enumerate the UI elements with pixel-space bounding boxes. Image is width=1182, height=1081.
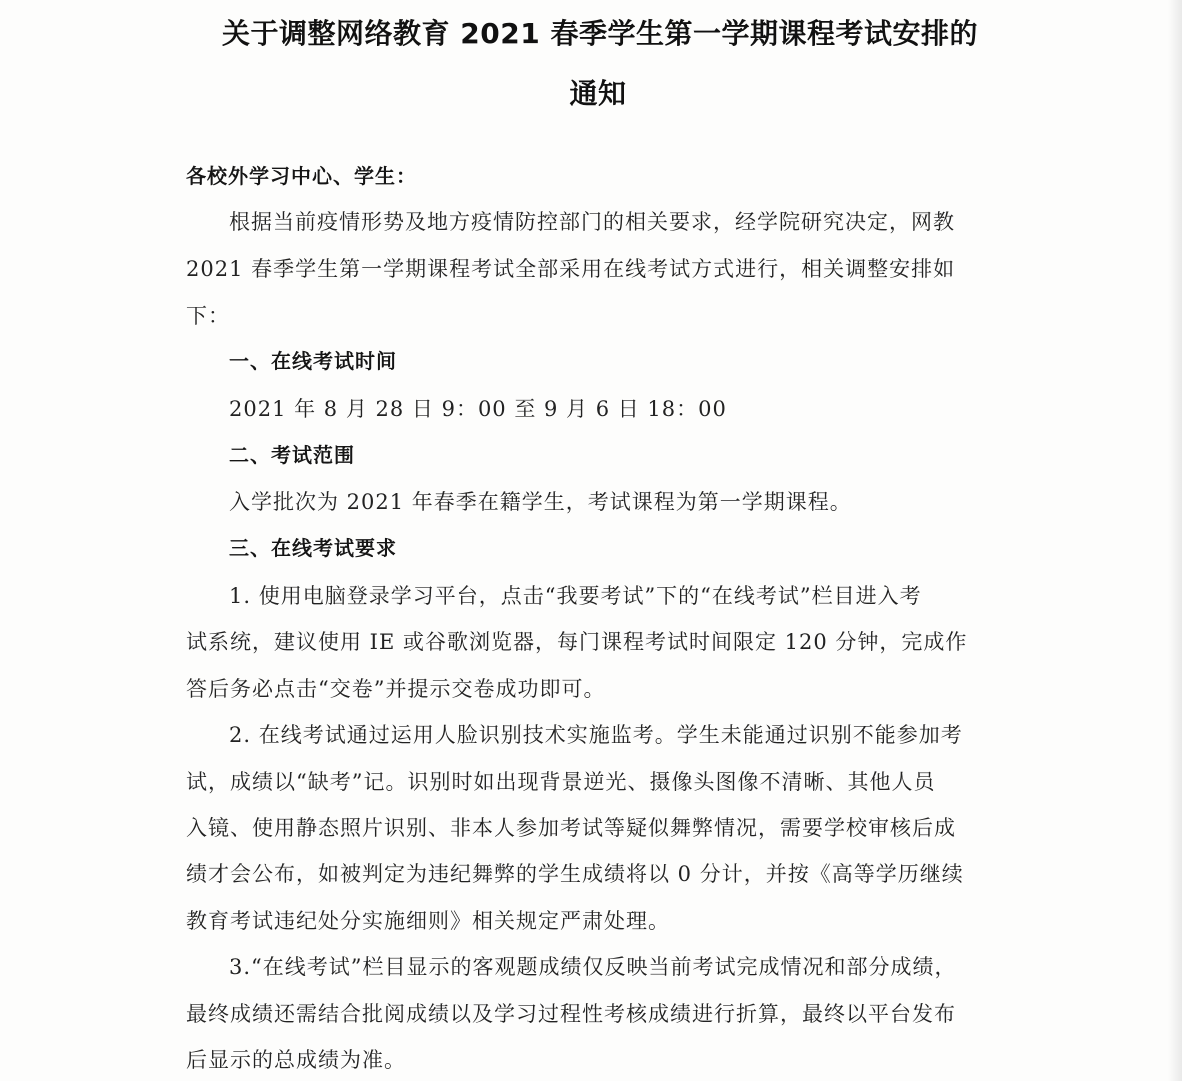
item-3-line-2: 最终成绩还需结合批阅成绩以及学习过程性考核成绩进行折算，最终以平台发布: [186, 1002, 956, 1026]
section-3-heading: 三、在线考试要求: [229, 536, 397, 560]
item-3-line-3: 后显示的总成绩为准。: [186, 1048, 406, 1072]
item-1-line-1: 1. 使用电脑登录学习平台，点击“我要考试”下的“在线考试”栏目进入考: [229, 584, 922, 608]
item-2-line-5: 教育考试违纪处分实施细则》相关规定严肃处理。: [186, 909, 670, 933]
scan-edge: [1168, 0, 1182, 1081]
section-2-content: 入学批次为 2021 年春季在籍学生，考试课程为第一学期课程。: [229, 490, 852, 514]
notice-title-line-2: 通知: [569, 77, 627, 110]
item-2-line-3: 入镜、使用静态照片识别、非本人参加考试等疑似舞弊情况，需要学校审核后成: [186, 816, 956, 840]
item-1-line-2: 试系统，建议使用 IE 或谷歌浏览器，每门课程考试时间限定 120 分钟，完成作: [186, 630, 968, 654]
section-1-heading: 一、在线考试时间: [229, 349, 397, 373]
intro-line-2: 2021 春季学生第一学期课程考试全部采用在线考试方式进行，相关调整安排如: [186, 257, 956, 281]
item-2-line-2: 试，成绩以“缺考”记。识别时如出现背景逆光、摄像头图像不清晰、其他人员: [186, 770, 936, 794]
section-2-heading: 二、考试范围: [229, 443, 355, 467]
section-1-content: 2021 年 8 月 28 日 9：00 至 9 月 6 日 18：00: [229, 397, 727, 421]
salutation: 各校外学习中心、学生：: [186, 164, 417, 188]
item-2-line-1: 2. 在线考试通过运用人脸识别技术实施监考。学生未能通过识别不能参加考: [229, 723, 963, 747]
item-3-line-1: 3.“在线考试”栏目显示的客观题成绩仅反映当前考试完成情况和部分成绩，: [229, 955, 957, 979]
notice-title-line-1: 关于调整网络教育 2021 春季学生第一学期课程考试安排的: [222, 17, 978, 50]
item-1-line-3: 答后务必点击“交卷”并提示交卷成功即可。: [186, 677, 606, 701]
intro-line-1: 根据当前疫情形势及地方疫情防控部门的相关要求，经学院研究决定，网教: [229, 210, 955, 234]
item-2-line-4: 绩才会公布，如被判定为违纪舞弊的学生成绩将以 0 分计，并按《高等学历继续: [186, 862, 964, 886]
intro-line-3: 下：: [186, 304, 230, 328]
